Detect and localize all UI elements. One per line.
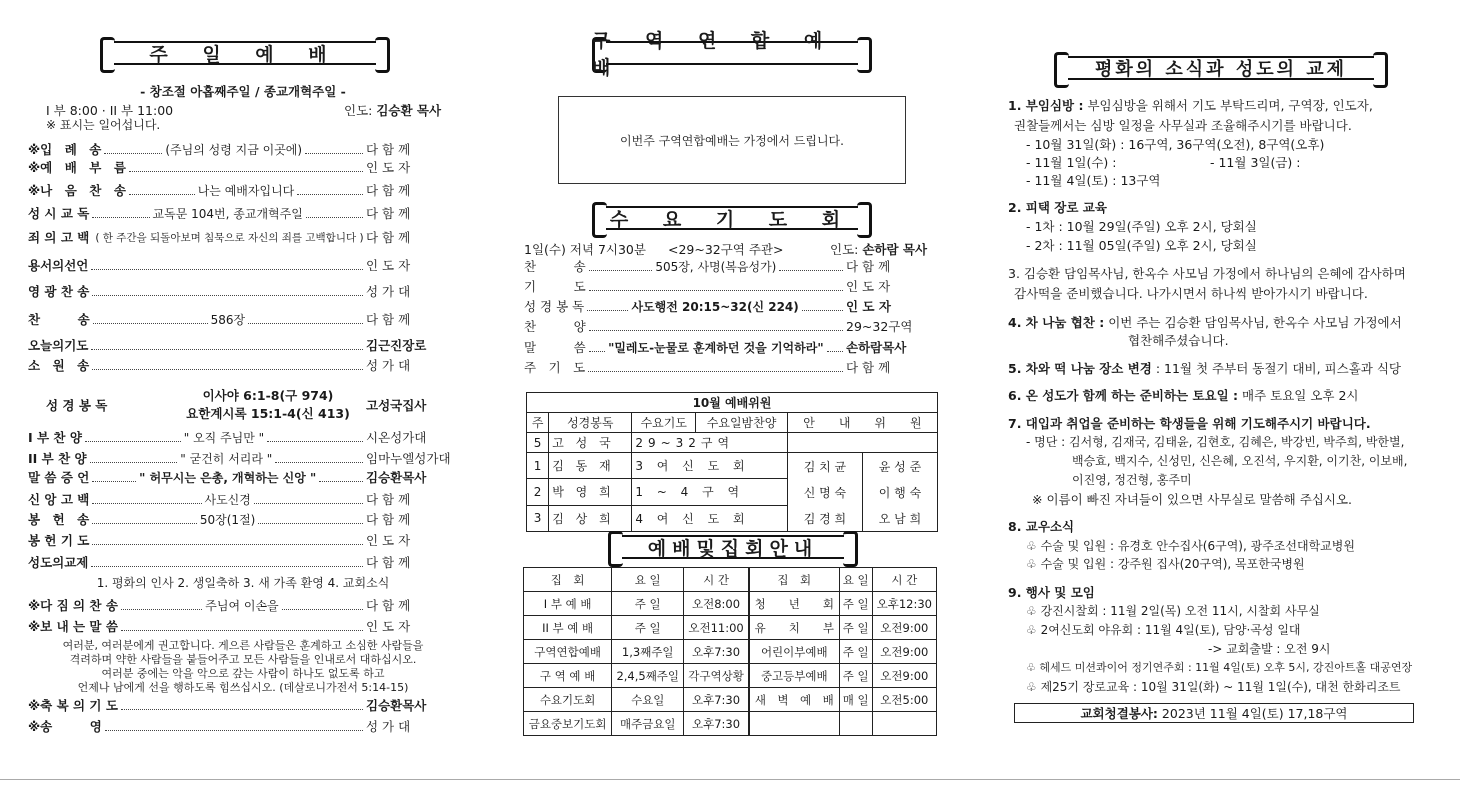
schedule-header: 요 일 — [612, 568, 684, 592]
order-leader-dots — [88, 260, 366, 270]
cleaning-box — [1014, 703, 1414, 723]
order-row — [524, 277, 942, 295]
schedule-cell — [749, 712, 839, 736]
news-6: 6. 온 성도가 함께 하는 준비하는 토요일 : 매주 토요일 오후 2시 — [1008, 388, 1359, 403]
news-9-item: -> 교회출발 : 오전 9시 — [1208, 642, 1331, 656]
order-leader-dots — [102, 721, 366, 731]
usher-cell — [787, 433, 937, 453]
schedule-cell: 유 치 부 — [749, 616, 839, 640]
order-row — [28, 696, 458, 714]
order-responsible: 29~32구역 — [846, 319, 913, 334]
order-leader-dots — [89, 360, 366, 370]
order-leader-dots — [82, 429, 366, 446]
order-leader-dots — [90, 311, 366, 328]
order-label: II 부 찬 양 — [28, 451, 87, 466]
schedule-cell: 주 일 — [839, 616, 872, 640]
schedule-row — [524, 664, 937, 688]
committee-cell: 김 상 희 — [549, 505, 632, 531]
stand-note: ※ 표시는 일어섭니다. — [46, 118, 161, 132]
news-7-names: 백승효, 백지수, 신성민, 신은혜, 오진석, 우지환, 이기찬, 이보배, — [1072, 454, 1408, 468]
news-9-item: ♧ 2여신도회 야유회 : 11월 4일(토), 담양·곡성 일대 — [1026, 623, 1301, 637]
order-label: 봉 헌 기 도 — [28, 533, 90, 548]
order-leader-dots — [101, 141, 366, 158]
committee-cell: 고 성 국 — [549, 433, 632, 453]
cleaning-label: 교회청결봉사: — [1080, 706, 1158, 721]
committee-header: 수요기도 — [632, 413, 696, 433]
order-label: ※보 내 는 말 씀 — [28, 619, 118, 634]
news-1: 1. 부임심방 : 부임심방을 위해서 기도 부탁드리며, 구역장, 인도자, — [1008, 98, 1373, 113]
committee-cell: 4 여 신 도 회 — [632, 505, 788, 531]
order-row — [28, 310, 458, 328]
order-label: 찬 송 — [28, 312, 90, 327]
order-leader-dots — [89, 286, 366, 296]
schedule-header: 시 간 — [684, 568, 749, 592]
order-row — [28, 468, 458, 486]
order-responsible: 다 함 께 — [846, 360, 891, 375]
order-responsible: 인 도 자 — [366, 533, 411, 548]
order-leader-dots — [89, 230, 366, 245]
order-leader-dots — [126, 182, 366, 199]
schedule-row — [524, 640, 937, 664]
usher-list — [787, 453, 937, 532]
order-responsible: 다 함 께 — [366, 142, 411, 157]
order-responsible: 다 함 께 — [366, 512, 411, 527]
schedule-cell: 청 년 회 — [749, 592, 839, 616]
order-label: 성 시 교 독 — [28, 206, 90, 221]
order-label: 봉 헌 송 — [28, 512, 90, 527]
sunday-worship-banner — [100, 38, 390, 68]
order-responsible: 김승환목사 — [366, 698, 427, 713]
order-responsible: 다 함 께 — [846, 259, 891, 274]
order-label: ※입 례 송 — [28, 142, 102, 157]
order-responsible: 손하람목사 — [846, 340, 907, 355]
news-7-names: - 명단 : 김서형, 김재국, 김태윤, 김현호, 김혜은, 박강빈, 박주희, 박한별, — [1026, 435, 1405, 449]
order-row — [28, 140, 458, 158]
order-leader-dots — [89, 511, 366, 528]
order-label: 신 앙 고 백 — [28, 492, 90, 507]
news-7-title: 7. 대입과 취업을 준비하는 학생들을 위해 기도해주시기 바랍니다. — [1008, 416, 1371, 431]
committee-row — [527, 433, 938, 453]
order-responsible: 인 도 자 — [366, 160, 411, 175]
news-1-item: - 11월 4일(토) : 13구역 — [1026, 173, 1161, 188]
schedule-header: 집 회 — [749, 568, 839, 592]
order-leader-dots — [584, 298, 846, 315]
order-label: 죄 의 고 백 — [28, 230, 90, 245]
schedule-cell: 오후12:30 — [872, 592, 936, 616]
order-content: " 오직 주님만 " — [183, 430, 265, 445]
district-worship-banner: 구 역 연 합 예 배 — [592, 38, 872, 68]
news-2-item: - 1차 : 10월 29일(주일) 오후 2시, 당회실 — [1026, 219, 1257, 234]
usher-name: 오 남 희 — [878, 511, 922, 526]
order-leader-dots — [586, 339, 846, 356]
committee-header: 주 — [527, 413, 549, 433]
order-label: 찬 송 — [524, 259, 586, 274]
order-leader-dots — [586, 258, 846, 275]
order-label: 소 원 송 — [28, 358, 90, 373]
schedule-cell: 어린이부예배 — [749, 640, 839, 664]
schedule-cell: 매주금요일 — [612, 712, 684, 736]
order-responsible: 인 도 자 — [846, 299, 891, 314]
schedule-cell: 오후7:30 — [684, 640, 749, 664]
order-label: 기 도 — [524, 279, 586, 294]
committee-cell: 3 — [527, 505, 549, 531]
order-row — [28, 228, 458, 246]
schedule-banner: 예배및집회안내 — [608, 532, 858, 562]
order-responsible: 시온성가대 — [366, 430, 427, 445]
order-responsible: 다 함 께 — [366, 312, 411, 327]
order-row — [28, 204, 458, 222]
schedule-header: 시 간 — [872, 568, 936, 592]
order-row — [28, 596, 458, 614]
order-leader-dots — [88, 557, 366, 567]
committee-header: 안 내 위 원 — [787, 413, 937, 433]
usher-name: 신 명 숙 — [788, 479, 863, 505]
schedule-cell: 오후7:30 — [684, 688, 749, 712]
usher-name: 윤 성 준 — [878, 459, 922, 474]
schedule-row — [524, 616, 937, 640]
committee-cell: 김 동 재 — [549, 453, 632, 479]
schedule-row — [524, 688, 937, 712]
order-row — [28, 158, 458, 176]
order-label: ※예 배 부 름 — [28, 160, 126, 175]
scripture-1: 이사야 6:1-8(구 974) — [202, 388, 334, 403]
sending-verse: 격려하며 약한 사람들을 붙들어주고 모든 사람들을 인내로서 대하십시오. — [69, 653, 417, 666]
news-9-item: ♧ 제25기 장로교육 : 10월 31일(화) ~ 11월 1일(수), 대천 한화리조트 — [1026, 680, 1401, 694]
committee-cell: 1 ~ 4 구 역 — [632, 479, 788, 505]
news-banner: 평화의 소식과 성도의 교제 — [1054, 53, 1388, 83]
schedule-cell: 각구역상황 — [684, 664, 749, 688]
order-row — [524, 358, 942, 376]
order-label: 성 경 봉 독 — [46, 398, 108, 413]
order-label: 찬 양 — [524, 319, 586, 334]
order-leader-dots — [87, 450, 366, 467]
order-content: "밀레도-눈물로 훈계하던 것을 기억하라" — [608, 340, 824, 355]
order-row — [28, 256, 458, 274]
district-note: 이번주 구역연합예배는 가정에서 드립니다. — [620, 133, 844, 148]
schedule-cell: 수요일 — [612, 688, 684, 712]
leader: 인도: 김승환 목사 — [344, 103, 442, 118]
order-content: 50장(1절) — [199, 512, 256, 527]
order-responsible: 고성국집사 — [366, 398, 427, 413]
order-label: I 부 찬 양 — [28, 430, 82, 445]
order-row — [28, 531, 458, 549]
order-row — [28, 510, 458, 528]
committee-header: 성경봉독 — [549, 413, 632, 433]
order-responsible: 임마누엘성가대 — [366, 451, 451, 466]
order-leader-dots — [118, 597, 366, 614]
committee-cell: 2 — [527, 479, 549, 505]
schedule-cell: 오전5:00 — [872, 688, 936, 712]
order-row — [28, 449, 458, 467]
schedule-cell: 오전8:00 — [684, 592, 749, 616]
schedule-cell: II 부 예 배 — [524, 616, 612, 640]
order-content: (주님의 성령 지금 이곳에) — [165, 142, 303, 157]
page-divider — [0, 779, 1460, 780]
news-1-text2: 권찰들께서는 심방 일정을 사무실과 조율해주시기를 바랍니다. — [1014, 118, 1352, 133]
order-label: 성 경 봉 독 — [524, 299, 585, 314]
committee-cell: 박 영 희 — [549, 479, 632, 505]
order-leader-dots — [89, 205, 366, 222]
order-label: ※송 영 — [28, 719, 102, 734]
order-row — [28, 617, 458, 635]
order-label: ※축 복 의 기 도 — [28, 698, 118, 713]
fellowship-items: 1. 평화의 인사 2. 생일축하 3. 새 가족 환영 4. 교회소식 — [96, 576, 390, 590]
order-leader-dots — [126, 162, 366, 172]
district-note-box — [558, 96, 906, 184]
news-8-item: ♧ 수술 및 입원 : 강주원 집사(20구역), 목포한국병원 — [1026, 557, 1305, 571]
service-times: I 부 8:00 · II 부 11:00 — [46, 103, 174, 118]
news-1-item: - 11월 1일(수) : — [1026, 155, 1117, 170]
order-responsible: 인 도 자 — [366, 258, 411, 273]
news-2-title: 2. 피택 장로 교육 — [1008, 200, 1107, 215]
news-2-item: - 2차 : 11월 05일(주일) 오후 2시, 당회실 — [1026, 238, 1257, 253]
committee-cell: 29~32구역 — [632, 433, 788, 453]
news-9-item: ♧ 강진시찰회 : 11월 2일(목) 오전 11시, 시찰회 사무실 — [1026, 604, 1320, 618]
schedule-cell: 오전9:00 — [872, 664, 936, 688]
schedule-header: 집 회 — [524, 568, 612, 592]
order-label: 오늘의기도 — [28, 338, 89, 353]
news-1-item: - 10월 31일(화) : 16구역, 36구역(오전), 8구역(오후) — [1026, 137, 1325, 152]
sending-verse: 언제나 남에게 선을 행하도록 힘쓰십시오. (데살로니가전서 5:14-15) — [77, 681, 409, 694]
order-leader-dots — [118, 700, 366, 710]
order-content: " 허무시는 은총, 개혁하는 신앙 " — [139, 470, 317, 485]
committee-table — [526, 392, 938, 532]
order-responsible: 인 도 자 — [366, 619, 411, 634]
schedule-cell: 수요기도회 — [524, 688, 612, 712]
order-leader-dots — [586, 281, 846, 291]
order-content: 586장 — [210, 312, 246, 327]
banner-title: 주 일 예 배 — [149, 43, 341, 66]
schedule-cell: 주 일 — [839, 592, 872, 616]
order-responsible: 다 함 께 — [366, 183, 411, 198]
scripture-2: 요한계시록 15:1-4(신 413) — [186, 406, 350, 421]
order-label: 말 씀 증 언 — [28, 470, 90, 485]
order-content: 사도신경 — [204, 492, 251, 507]
order-label: 말 씀 — [524, 340, 586, 355]
usher-name: 김 치 균 — [788, 453, 863, 479]
wed-info: 1일(수) 저녁 7시30분 <29~32구역 주관> — [524, 242, 784, 257]
committee-cell: 1 — [527, 453, 549, 479]
schedule-cell: 오전9:00 — [872, 616, 936, 640]
committee-header: 수요일밤찬양 — [696, 413, 788, 433]
order-label: 용서의선언 — [28, 258, 89, 273]
order-responsible: 다 함 께 — [366, 230, 411, 245]
schedule-row — [524, 712, 937, 736]
schedule-cell: 오전11:00 — [684, 616, 749, 640]
committee-title: 10월 예배위원 — [527, 393, 938, 413]
schedule-cell: 오후7:30 — [684, 712, 749, 736]
order-leader-dots — [89, 535, 366, 545]
order-leader-dots — [585, 362, 846, 372]
order-row — [28, 428, 458, 446]
order-responsible: 인 도 자 — [846, 279, 891, 294]
order-leader-dots — [89, 469, 366, 486]
order-row — [28, 336, 458, 354]
schedule-cell: 주 일 — [839, 664, 872, 688]
news-7-names: 이진영, 정건형, 홍주미 — [1072, 473, 1192, 487]
order-row — [524, 338, 942, 356]
schedule-cell: 주 일 — [839, 640, 872, 664]
order-content: 주님여 이손을 — [205, 598, 279, 613]
news-4: 4. 차 나눔 협찬 : 이번 주는 김승환 담임목사님, 한옥수 사모님 가정에서 — [1008, 315, 1402, 330]
order-row — [524, 257, 942, 275]
order-label: ※나 음 찬 송 — [28, 183, 126, 198]
schedule-cell — [839, 712, 872, 736]
news-8-item: ♧ 수술 및 입원 : 유경호 안수집사(6구역), 광주조선대학교병원 — [1026, 539, 1355, 553]
order-row — [28, 282, 458, 300]
usher-name: 이 행 숙 — [878, 485, 922, 500]
news-4-text2: 협찬해주셨습니다. — [1128, 333, 1229, 348]
news-3-text2: 감사떡을 준비했습니다. 나가시면서 하나씩 받아가시기 바랍니다. — [1014, 286, 1368, 301]
sending-verse: 여러분 중에는 악을 악으로 갚는 사람이 하나도 없도록 하고 — [101, 667, 385, 680]
schedule-cell: 새 벽 예 배 — [749, 688, 839, 712]
order-content: 교독문 104번, 종교개혁주일 — [152, 206, 303, 221]
order-leader-dots — [586, 321, 846, 331]
order-leader-dots — [89, 491, 366, 508]
schedule-cell — [872, 712, 936, 736]
sending-verse: 여러분, 여러분에게 권고합니다. 게으른 사람들은 훈계하고 소심한 사람들을 — [62, 639, 424, 652]
news-8-title: 8. 교우소식 — [1008, 519, 1075, 534]
schedule-cell: 오전9:00 — [872, 640, 936, 664]
usher-name: 김 경 희 — [788, 505, 863, 531]
schedule-table — [523, 567, 937, 736]
schedule-cell: 주 일 — [612, 592, 684, 616]
scripture-reading — [28, 386, 458, 422]
wednesday-prayer-banner: 수 요 기 도 회 — [592, 203, 872, 233]
order-leader-dots — [88, 340, 366, 350]
order-responsible: 성 가 대 — [366, 284, 411, 299]
order-content: 나는 예배자입니다 — [197, 183, 295, 198]
order-responsible: 성 가 대 — [366, 358, 411, 373]
order-label: 성도의교제 — [28, 555, 89, 570]
order-responsible: 성 가 대 — [366, 719, 411, 734]
order-responsible: 김근진장로 — [366, 338, 427, 353]
order-content: 사도행전 20:15~32(신 224) — [631, 299, 799, 314]
order-leader-dots — [118, 621, 366, 631]
order-label: 영 광 찬 송 — [28, 284, 90, 299]
schedule-cell: 구역연합예배 — [524, 640, 612, 664]
order-responsible: 다 함 께 — [366, 492, 411, 507]
news-7-note: ※ 이름이 빠진 자녀들이 있으면 사무실로 말씀해 주십시오. — [1032, 492, 1352, 507]
cleaning-text: 2023년 11월 4일(토) 17,18구역 — [1161, 706, 1348, 721]
committee-cell: 5 — [527, 433, 549, 453]
news-9-item: ♧ 헤세드 미션콰이어 정기연주회 : 11월 4일(토) 오후 5시, 강진아트홀 대공연장 — [1026, 661, 1413, 674]
schedule-cell: 구 역 예 배 — [524, 664, 612, 688]
order-responsible: 김승환목사 — [366, 470, 427, 485]
subtitle: - 창조절 아홉째주일 / 종교개혁주일 - — [140, 84, 346, 99]
order-content: " 굳건히 서리라 " — [180, 451, 273, 466]
order-row — [28, 356, 458, 374]
order-row — [28, 181, 458, 199]
schedule-cell: I 부 예 배 — [524, 592, 612, 616]
news-1-item: - 11월 3일(금) : — [1210, 155, 1301, 170]
order-label: 주 기 도 — [524, 360, 586, 375]
schedule-cell: 금요중보기도회 — [524, 712, 612, 736]
schedule-cell: 주 일 — [612, 616, 684, 640]
order-row — [28, 490, 458, 508]
order-row — [28, 553, 458, 571]
news-5: 5. 차와 떡 나눔 장소 변경 : 11월 첫 주부터 동절기 대비, 피스홀과 식당 — [1008, 361, 1401, 376]
schedule-cell: 중고등부예배 — [749, 664, 839, 688]
schedule-cell: 1,3째주일 — [612, 640, 684, 664]
schedule-header: 요 일 — [839, 568, 872, 592]
news-3: 3. 김승환 담임목사님, 한옥수 사모님 가정에서 하나님의 은혜에 감사하며 — [1008, 266, 1406, 281]
order-responsible: 다 함 께 — [366, 598, 411, 613]
order-responsible: 다 함 께 — [366, 555, 411, 570]
order-row — [524, 317, 942, 335]
order-content: 505장, 사명(복음성가) — [655, 259, 777, 274]
committee-row — [527, 453, 938, 479]
order-content: ( 한 주간을 되돌아보며 침묵으로 자신의 죄를 고백합니다 ) — [95, 231, 364, 244]
schedule-cell: 2,4,5째주일 — [612, 664, 684, 688]
committee-cell: 3 여 신 도 회 — [632, 453, 788, 479]
wed-leader: 인도: 손하람 목사 — [830, 242, 928, 257]
order-label: ※다 짐 의 찬 송 — [28, 598, 118, 613]
order-row — [28, 717, 458, 735]
order-responsible: 다 함 께 — [366, 206, 411, 221]
news-9-title: 9. 행사 및 모임 — [1008, 585, 1095, 600]
schedule-cell: 매 일 — [839, 688, 872, 712]
schedule-row — [524, 592, 937, 616]
order-row — [524, 297, 942, 315]
